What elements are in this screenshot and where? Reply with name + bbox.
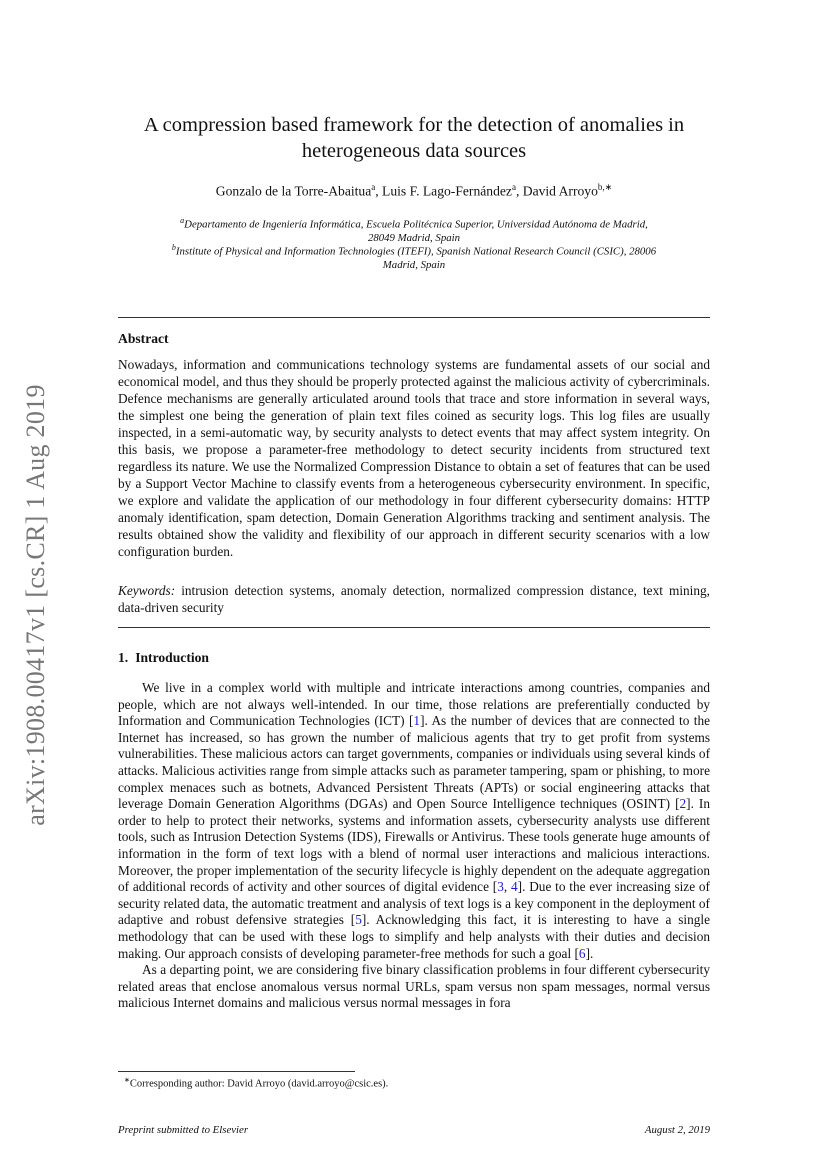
text-run: , [503, 879, 511, 895]
author-name: Gonzalo de la Torre-Abaitua [215, 183, 372, 199]
footnote-mark: ∗ [124, 1076, 130, 1084]
author-name: David Arroyo [522, 183, 598, 199]
citation-link[interactable]: 4 [511, 879, 518, 895]
divider-top [118, 317, 710, 318]
abstract-heading: Abstract [118, 331, 169, 346]
text-run: ]. As the number of devices that are connected to the Internet has increased, so has grown the number of malicious agents that try to get profit from systems vulnerabilities. These malicious actors can target governments, companies or individuals using several kinds of attacks. Malicious activities range from simple attacks such as parameter tampering, spam or phishing, to more complex menaces such as botnets, Advanced Persistent Threats (APTs) or social engineering attacks that leverage Domain Generation Algorithms (DGAs) and Open Source Intelligence techniques (OSINT) [ [118, 713, 710, 812]
abstract-text: Nowadays, information and communications technology systems are fundamental assets of our social and economical model, and thus they should be properly protected against the malicious activity of cybercriminals. Defence mechanisms are generally articulated around tools that trace and store information in several ways, the simplest one being the generation of plain text files coined as security logs. This log files are usually inspected, in a semi-automatic way, by security analysts to detect events that may affect system integrity. On this basis, we propose a parameter-free methodology to detect security incidents from structured text regardless its nature. We use the Normalized Compression Distance to obtain a set of features that can be used by a Support Vector Machine to classify events from a heterogeneous cybersecurity environment. In specific, we explore and validate the application of our methodology in four different cybersecurity domains: HTTP anomaly identification, spam detection, Domain Generation Algorithms tracking and sentiment analysis. The results obtained show the validity and flexibility of our approach in different security scenarios with a low configuration burden. [118, 357, 710, 559]
keywords [118, 582, 710, 616]
author-list: Gonzalo de la Torre-Abaitua$^a$, Luis F. Lago-Fernández$^a$, David Arroyo$^{b,∗}$ [215, 182, 613, 199]
author-affil-mark: a [511, 182, 516, 192]
keywords-label: Keywords: [118, 583, 176, 598]
affiliation-mark: b [171, 243, 176, 252]
author-affil-mark: a [371, 182, 376, 192]
text-run: ]. Due to the ever increasing size of security related data, the automatic treatment and analysis of text logs is a key component in the deployment of adaptive and robust defensive strategies [ [118, 879, 710, 928]
affiliation-a [118, 214, 710, 245]
affiliation-line: Institute of Physical and Information Technologies (ITEFI), Spanish National Research Council (CSIC), 28006 [175, 245, 657, 258]
paper-title [118, 112, 710, 164]
intro-paragraph-1 [118, 680, 710, 962]
affiliation-line: Madrid, Spain [382, 258, 446, 271]
affiliation-mark: a [180, 216, 185, 225]
intro-paragraph-2: As a departing point, we are considering five binary classification problems in four different cybersecurity related areas that enclose anomalous versus normal URLs, spam versus non spam messages, normal versus malicious Internet domains and malicious versus normal messages in fora [118, 962, 710, 1011]
author-name: Luis F. Lago-Fernández [382, 183, 512, 199]
footnote [124, 1076, 388, 1090]
introduction-body [118, 680, 710, 1012]
section-heading [118, 650, 209, 666]
footer-date: August 2, 2019 [644, 1124, 710, 1136]
text-run: ]. Acknowledging this fact, it is interesting to have a single methodology that can be used with these logs to simplify and help analysts with their duties and decision making. Our approach consists of developing parameter-free methods for such a goal [ [118, 912, 710, 961]
text-run: ]. [585, 945, 594, 961]
citation-link[interactable]: 2 [679, 796, 687, 812]
affiliation-line: 28049 Madrid, Spain [367, 231, 461, 244]
footnote-text: Corresponding author: David Arroyo (david.arroyo@csic.es). [129, 1078, 389, 1090]
title-line-1: A compression based framework for the detection of anomalies in [143, 114, 685, 136]
affiliation-line: Departamento de Ingeniería Informática, Escuela Politécnica Superior, Universidad Autónoma de Madrid, [184, 218, 648, 231]
title-line-2: heterogeneous data sources [301, 140, 527, 162]
footnote-divider [118, 1071, 355, 1072]
arxiv-side-stamp [18, 365, 54, 845]
citation-link[interactable]: 3 [497, 879, 504, 895]
arxiv-identifier: arXiv:1908.00417v1 [cs.CR] 1 Aug 2019 [21, 384, 50, 826]
divider-bottom [118, 627, 710, 628]
section-title: Introduction [135, 650, 209, 665]
citation-link[interactable]: 6 [578, 945, 586, 961]
citation-link[interactable]: 1 [413, 713, 421, 729]
author-affil-mark: b,∗ [597, 182, 613, 192]
citation-link[interactable]: 5 [355, 912, 362, 928]
affiliation-b [118, 241, 710, 272]
keywords-text: intrusion detection systems, anomaly detection, normalized compression distance, text mining, data-driven security [118, 583, 711, 615]
text-run: We live in a complex world with multiple and intricate interactions among countries, companies and people, which are not always well-intended. In our time, those relations are preferentially conducted by Information and Communication Technologies (ICT) [ [118, 680, 710, 729]
text-run: ]. In order to help to protect their networks, systems and information assets, cybersecurity analysts use different tools, such as Intrusion Detection Systems (IDS), Firewalls or Antivirus. These tools generate huge amounts of information in the form of text logs with a blend of normal user interactions and malicious interactions. Moreover, the proper implementation of the security lifecycle is highly dependent on the adequate aggregation of additional records of activity and other sources of digital evidence [ [118, 796, 710, 895]
footer-journal: Preprint submitted to Elsevier [118, 1124, 249, 1136]
section-number: 1. [118, 650, 129, 665]
